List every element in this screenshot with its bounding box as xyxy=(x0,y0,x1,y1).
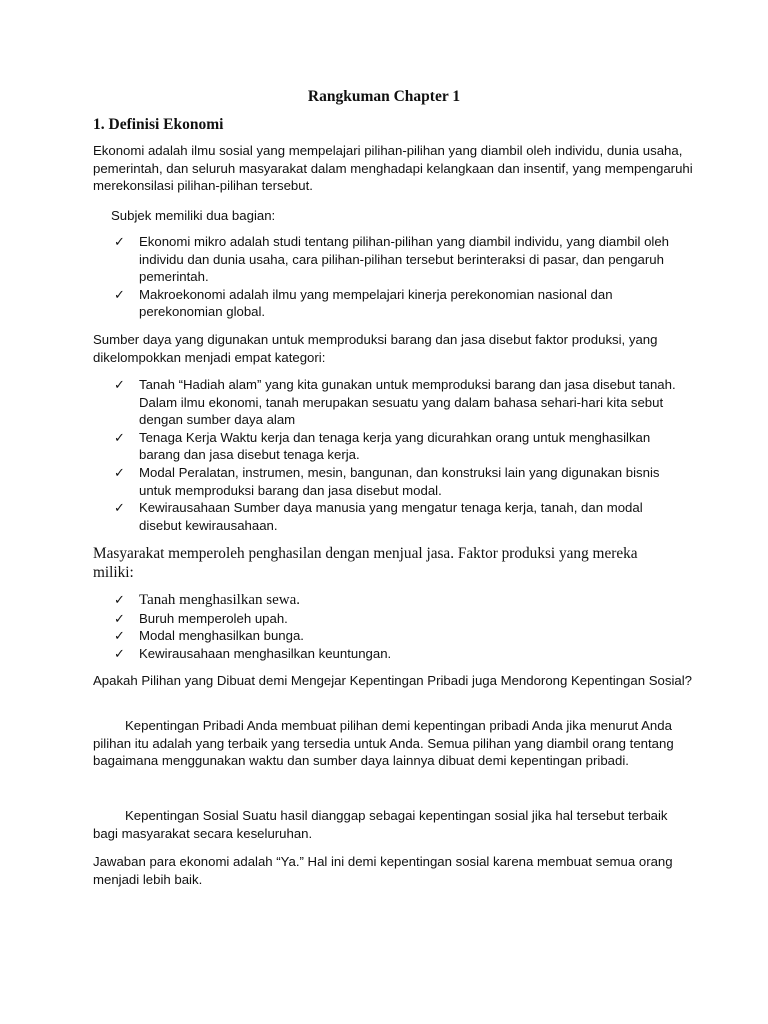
checkmark-icon: ✓ xyxy=(114,500,125,516)
checkmark-icon: ✓ xyxy=(114,592,125,607)
checkmark-icon: ✓ xyxy=(114,610,125,626)
list-item: ✓ Ekonomi mikro adalah studi tentang pilihan-pilihan yang diambil individu, yang diambil oleh individu dan dunia usaha, cara pilihan-pilihan tersebut berinteraksi di pasar, dan pengaruh pemerintah. xyxy=(114,234,670,285)
penghasilan-list xyxy=(114,591,684,662)
list-item: ✓ Makroekonomi adalah ilmu yang mempelajari kinerja perekonomian nasional dan perekonomian global. xyxy=(114,286,613,320)
checkmark-icon: ✓ xyxy=(114,464,125,480)
checkmark-icon: ✓ xyxy=(114,234,125,249)
checkmark-icon: ✓ xyxy=(114,377,125,392)
checkmark-icon: ✓ xyxy=(114,645,125,661)
section-heading: 1. Definisi Ekonomi xyxy=(93,116,224,133)
list-item: ✓ Kewirausahaan Sumber daya manusia yang mengatur tenaga kerja, tanah, dan modal disebut kewirausahaan. xyxy=(114,500,643,533)
subjek-list xyxy=(114,233,684,321)
intro-paragraph: Ekonomi adalah ilmu sosial yang mempelajari pilihan-pilihan yang diambil oleh individu, dunia usaha, pemerintah, dan seluruh masyarakat dalam menghadapi kelangkaan dan insentif, yang mempengaruhi merekonsilasi pilihan-pilihan tersebut. xyxy=(93,143,693,194)
list-item: ✓ Tanah “Hadiah alam” yang kita gunakan untuk memproduksi barang dan jasa disebut tanah. Dalam ilmu ekonomi, tanah merupakan sesuatu yang dalam bahasa sehari-hari kita sebut dengan sumber daya alam xyxy=(114,377,676,428)
list-item: ✓ Tanah menghasilkan sewa. xyxy=(114,592,300,608)
subjek-label: Subjek memiliki dua bagian: xyxy=(111,208,276,223)
checkmark-icon: ✓ xyxy=(114,429,125,445)
list-item: ✓ Buruh memperoleh upah. xyxy=(114,610,288,626)
document-title: Rangkuman Chapter 1 xyxy=(307,88,461,105)
kepentingan-sosial-paragraph: Kepentingan Sosial Suatu hasil dianggap sebagai kepentingan sosial jika hal tersebut terbaik bagi masyarakat secara keseluruhan. xyxy=(93,808,668,841)
checkmark-icon: ✓ xyxy=(114,628,125,644)
list-item: ✓ Tenaga Kerja Waktu kerja dan tenaga kerja yang dicurahkan orang untuk menghasilkan barang dan jasa disebut tenaga kerja. xyxy=(114,429,651,463)
question-paragraph: Apakah Pilihan yang Dibuat demi Mengejar Kepentingan Pribadi juga Mendorong Kepentingan Sosial? xyxy=(93,673,692,688)
masyarakat-paragraph: Masyarakat memperoleh penghasilan dengan menjual jasa. Faktor produksi yang mereka miliki: xyxy=(93,545,638,581)
kepentingan-pribadi-paragraph: Kepentingan Pribadi Anda membuat pilihan demi kepentingan pribadi Anda jika menurut Anda pilihan itu adalah yang terbaik yang tersedia untuk Anda. Semua pilihan yang diambil orang tentang bagaimana menggunakan waktu dan sumber daya lainnya dibuat demi kepentingan pribadi. xyxy=(93,718,674,769)
faktor-produksi-list xyxy=(114,376,684,534)
list-item: ✓ Modal Peralatan, instrumen, mesin, bangunan, dan konstruksi lain yang digunakan bisnis untuk memproduksi barang dan jasa disebut modal. xyxy=(114,464,660,498)
checkmark-icon: ✓ xyxy=(114,286,125,302)
list-item: ✓ Modal menghasilkan bunga. xyxy=(114,628,304,644)
jawaban-paragraph: Jawaban para ekonomi adalah “Ya.” Hal ini demi kepentingan sosial karena membuat semua orang menjadi lebih baik. xyxy=(93,854,673,887)
list-item: ✓ Kewirausahaan menghasilkan keuntungan. xyxy=(114,645,392,661)
sumber-daya-paragraph: Sumber daya yang digunakan untuk memproduksi barang dan jasa disebut faktor produksi, yang dikelompokkan menjadi empat kategori: xyxy=(93,332,658,365)
